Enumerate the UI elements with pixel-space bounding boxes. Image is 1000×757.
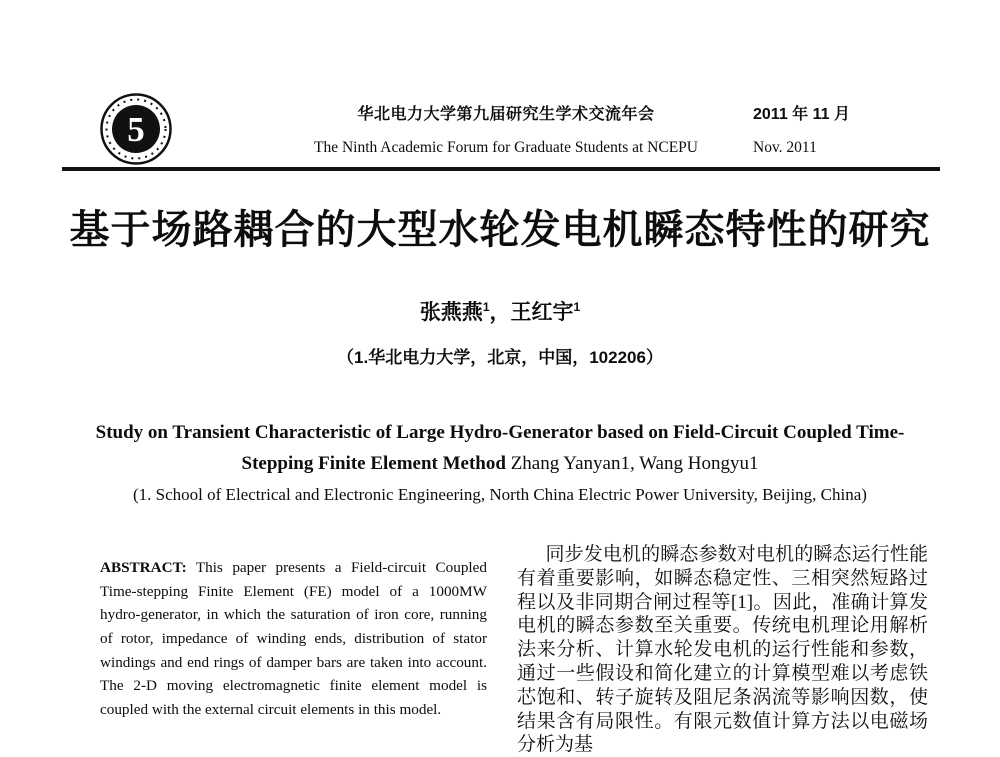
forum-name-cn: 华北电力大学第九届研究生学术交流年会 xyxy=(357,106,655,123)
author-separator: ， xyxy=(489,301,511,324)
author-affiliation-mark: 1 xyxy=(482,300,490,314)
affiliation-cn: （1.华北电力大学，北京，中国，102206） xyxy=(337,348,663,367)
authors-en: Zhang Yanyan1, Wang Hongyu1 xyxy=(510,453,759,474)
header-date-en: Nov. 2011 xyxy=(753,139,817,156)
forum-name-en: The Ninth Academic Forum for Graduate Students at NCEPU xyxy=(314,139,698,156)
paper-title-cn: 基于场路耦合的大型水轮发电机瞬态特性的研究 xyxy=(69,208,931,252)
header-date-cn: 2011 年 11 月 xyxy=(753,106,850,123)
paper-title-en xyxy=(95,417,905,479)
paper-title-en-text: Study on Transient Characteristic of Large Hydro-Generator based on Field-Circuit Coupled Time-Stepping Finite Element Method xyxy=(95,422,905,474)
author-affiliation-mark: 1 xyxy=(573,300,581,314)
abstract-paragraph xyxy=(100,556,487,722)
ncepu-seal-icon xyxy=(99,92,173,166)
abstract-label: ABSTRACT: xyxy=(100,559,187,576)
affiliation-en: (1. School of Electrical and Electronic Engineering, North China Electric Power University, Beijing, China) xyxy=(133,485,867,504)
author-name: 王红宇 xyxy=(510,301,574,324)
introduction-paragraph-cn: 同步发电机的瞬态参数对电机的瞬态运行性能有着重要影响，如瞬态稳定性、三相突然短路过程以及非同期合闸过程等[1]。因此，准确计算发电机的瞬态参数至关重要。传统电机理论用解析法来分析、计算水轮发电机的运行性能和参数，通过一些假设和简化建立的计算模型难以考虑铁芯饱和、转子旋转及阻尼条涡流等影响因数，使结果含有局限性。有限元数值计算方法以电磁场分析为基 xyxy=(517,544,928,756)
authors-cn xyxy=(0,296,1000,326)
svg-text:5: 5 xyxy=(127,110,145,149)
author-name: 张燕燕 xyxy=(419,301,483,324)
abstract-text: This paper presents a Field-circuit Coupled Time-stepping Finite Element (FE) model of a 1000MW hydro-generator, in which the saturation of iron core, running of rotor, impedance of winding ends, distribution of stator windings and end rings of damper bars are taken into account. The 2-D moving electromagnetic finite element model is coupled with the external circuit elements in this model. xyxy=(100,559,487,718)
header-divider xyxy=(62,167,940,171)
